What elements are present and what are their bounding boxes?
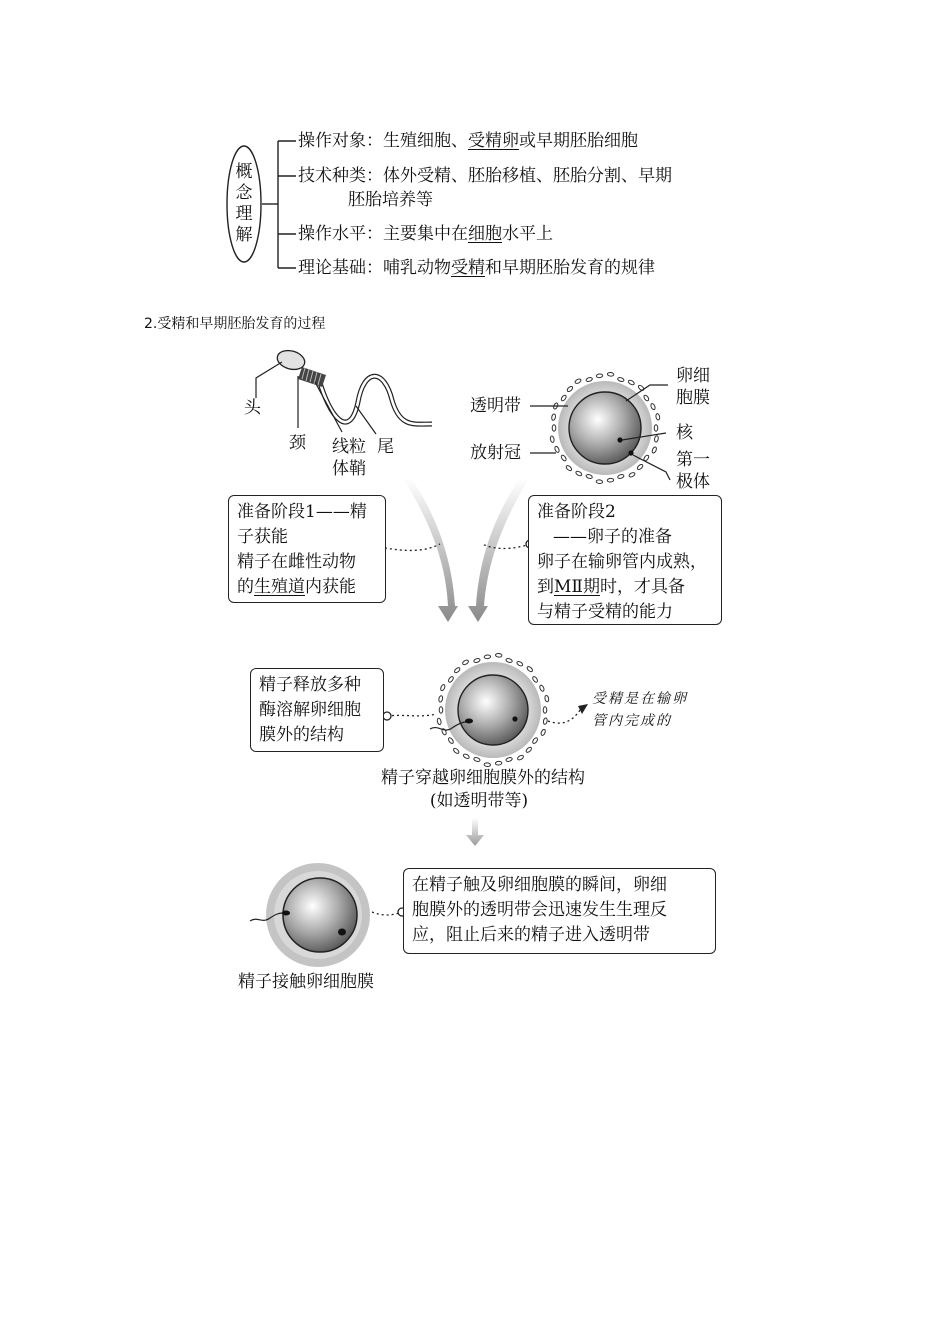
handwritten-note-line: 受精是在输卵 bbox=[592, 691, 688, 707]
corona-cell bbox=[607, 478, 614, 482]
corona-cell bbox=[438, 695, 443, 702]
concept-label bbox=[233, 162, 255, 246]
corona-cell bbox=[517, 754, 524, 760]
corona-cell bbox=[532, 676, 539, 683]
label-tail: 尾 bbox=[377, 437, 394, 457]
corona-cell bbox=[550, 436, 555, 443]
corona-cell bbox=[574, 378, 581, 384]
concept-label-char: 解 bbox=[235, 225, 253, 245]
corona-cell bbox=[543, 707, 547, 713]
corona-cell bbox=[554, 446, 560, 453]
concept-item-objects: 操作对象：生殖细胞、受精卵或早期胚胎细胞 bbox=[298, 131, 638, 151]
connector-note bbox=[548, 710, 580, 723]
prep2-line: 与精子受精的能力 bbox=[537, 602, 673, 622]
prep2-line: 卵子在输卵管内成熟， bbox=[537, 552, 707, 572]
contact-line: 胞膜外的透明带会迅速发生生理反 bbox=[412, 900, 667, 920]
corona-cell bbox=[484, 763, 491, 767]
corona-cell bbox=[532, 737, 539, 744]
label-polar-2: 极体 bbox=[676, 472, 710, 492]
label-membrane-2: 胞膜 bbox=[676, 388, 710, 408]
contact-line: 应，阻止后来的精子进入透明带 bbox=[412, 925, 650, 945]
connector-prep1 bbox=[380, 544, 440, 550]
corona-cell bbox=[617, 377, 624, 382]
corona-cell bbox=[516, 661, 523, 667]
corona-cell bbox=[540, 729, 546, 736]
corona-cell bbox=[463, 753, 470, 759]
corona-cell bbox=[566, 386, 573, 393]
corona-cell bbox=[655, 413, 660, 420]
corona-cell bbox=[552, 425, 556, 431]
curved-arrow-right bbox=[468, 478, 528, 622]
corona-cell bbox=[543, 718, 548, 725]
corona-cell bbox=[651, 446, 657, 453]
egg-illustration bbox=[530, 372, 670, 484]
corona-cell bbox=[560, 394, 567, 401]
corona-cell bbox=[565, 465, 572, 472]
prep2-box bbox=[528, 495, 722, 625]
corona-cell bbox=[506, 658, 513, 663]
corona-cell bbox=[495, 653, 502, 657]
corona-cell bbox=[607, 372, 614, 376]
corona-cell bbox=[637, 464, 644, 471]
concept-bracket bbox=[262, 141, 296, 268]
down-arrow bbox=[466, 818, 484, 846]
label-polar-1: 第一 bbox=[676, 450, 710, 470]
contact-line: 在精子触及卵细胞膜的瞬间，卵细 bbox=[412, 875, 667, 895]
stage2-caption-line2: (如透明带等) bbox=[429, 791, 529, 811]
concept-item-basis: 理论基础：哺乳动物受精和早期胚胎发育的规律 bbox=[298, 258, 655, 278]
label-zona: 透明带 bbox=[470, 396, 521, 416]
corona-cell bbox=[462, 659, 469, 665]
corona-cell bbox=[544, 695, 549, 702]
enzyme-line: 精子释放多种 bbox=[259, 675, 361, 695]
concept-label-char: 念 bbox=[235, 183, 253, 203]
corona-cell bbox=[586, 377, 593, 382]
prep2-line: 到MⅡ期时，才具备 bbox=[537, 577, 685, 597]
corona-cell bbox=[628, 379, 635, 385]
egg-stage2 bbox=[430, 653, 549, 767]
enzyme-line: 酶溶解卵细胞 bbox=[259, 700, 361, 720]
corona-cell bbox=[454, 667, 461, 674]
label-corona: 放射冠 bbox=[470, 443, 521, 463]
corona-cell bbox=[628, 472, 635, 478]
corona-cell bbox=[439, 707, 443, 713]
corona-cell bbox=[596, 374, 603, 378]
corona-cell bbox=[560, 454, 567, 461]
corona-cell bbox=[525, 746, 532, 753]
concept-label-char: 概 bbox=[235, 162, 253, 182]
label-nucleus: 核 bbox=[676, 423, 693, 443]
corona-cell bbox=[551, 414, 556, 421]
corona-cell bbox=[440, 684, 446, 691]
corona-cell bbox=[539, 685, 545, 692]
corona-cell bbox=[575, 470, 582, 476]
corona-cell bbox=[526, 666, 533, 673]
corona-cell bbox=[473, 757, 480, 762]
connector-enzyme bbox=[387, 714, 436, 716]
contact-box bbox=[403, 868, 716, 954]
label-membrane-1: 卵细 bbox=[676, 366, 710, 386]
sperm-illustration bbox=[256, 348, 432, 434]
label-mito-2: 体鞘 bbox=[332, 459, 366, 479]
corona-cell bbox=[473, 658, 480, 663]
corona-cell bbox=[654, 425, 658, 431]
egg-polar-body bbox=[628, 450, 633, 455]
stage2-caption-line1: 精子穿越卵细胞膜外的结构 bbox=[381, 768, 585, 788]
label-head: 头 bbox=[244, 398, 261, 418]
egg-nucleus-dot bbox=[617, 437, 622, 442]
prep2-line: ——卵子的准备 bbox=[553, 527, 672, 547]
corona-cell bbox=[596, 480, 603, 484]
section-heading: 2.受精和早期胚胎发育的过程 bbox=[144, 316, 326, 332]
concept-item-techniques: 技术种类：体外受精、胚胎移植、胚胎分割、早期 bbox=[298, 166, 672, 186]
corona-cell bbox=[453, 747, 460, 754]
corona-cell bbox=[448, 676, 455, 683]
handwritten-note-line: 管内完成的 bbox=[592, 713, 672, 729]
stage3-caption: 精子接触卵细胞膜 bbox=[238, 972, 374, 992]
corona-cell bbox=[654, 435, 659, 442]
label-neck: 颈 bbox=[289, 433, 306, 453]
corona-cell bbox=[437, 718, 442, 725]
curved-arrow-left bbox=[404, 478, 458, 622]
corona-cell bbox=[506, 757, 513, 762]
egg-stage3 bbox=[250, 863, 370, 967]
enzyme-box bbox=[250, 668, 384, 752]
prep1-line: 的生殖道内获能 bbox=[237, 577, 356, 597]
concept-label-char: 理 bbox=[235, 204, 253, 224]
corona-cell bbox=[643, 394, 650, 401]
corona-cell bbox=[650, 403, 656, 410]
prep1-line: 准备阶段1——精 bbox=[237, 502, 367, 522]
prep1-line: 精子在雌性动物 bbox=[237, 552, 356, 572]
concept-item-level: 操作水平：主要集中在细胞水平上 bbox=[298, 224, 553, 244]
prep1-line: 子获能 bbox=[237, 527, 288, 547]
concept-item-techniques-cont: 胚胎培养等 bbox=[348, 190, 433, 210]
prep2-line: 准备阶段2 bbox=[537, 502, 616, 522]
corona-cell bbox=[617, 474, 624, 479]
corona-cell bbox=[495, 761, 502, 765]
label-mito-1: 线粒 bbox=[332, 437, 366, 457]
corona-cell bbox=[448, 737, 455, 744]
enzyme-line: 膜外的结构 bbox=[259, 725, 344, 745]
corona-cell bbox=[586, 474, 593, 479]
prep1-box bbox=[228, 495, 386, 603]
corona-cell bbox=[484, 655, 491, 659]
